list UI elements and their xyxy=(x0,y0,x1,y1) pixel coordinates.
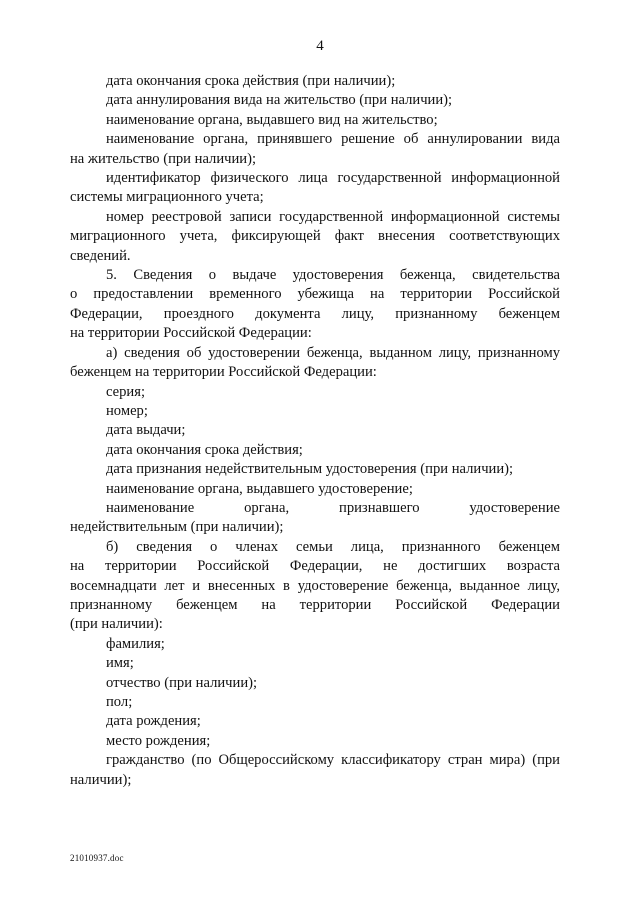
text-line: сведений. xyxy=(70,247,131,264)
text-line: миграционного учета, фиксирующей факт внесения соответствующих xyxy=(70,228,560,245)
text-line: серия; xyxy=(106,383,146,400)
text-line: наименование органа, выдавшего вид на жительство; xyxy=(106,111,438,128)
text-line: недействительным (при наличии); xyxy=(70,519,284,536)
text-line: отчество (при наличии); xyxy=(106,674,258,691)
text-line: признанному беженцем на территории Российской Федерации xyxy=(70,596,560,613)
document-body xyxy=(70,72,560,790)
text-line: номер; xyxy=(106,402,148,419)
text-line: о предоставлении временного убежища на территории Российской xyxy=(70,286,560,303)
text-line: наличии); xyxy=(70,771,132,788)
footer-file-code: 21010937.doc xyxy=(70,853,124,863)
text-line: дата рождения; xyxy=(106,713,201,730)
text-line: дата аннулирования вида на жительство (при наличии); xyxy=(106,92,453,109)
text-line: а) сведения об удостоверении беженца, выданном лицу, признанному xyxy=(106,344,560,361)
text-line: беженцем на территории Российской Федерации: xyxy=(70,364,377,381)
text-line: фамилия; xyxy=(106,635,165,652)
text-line: 5. Сведения о выдаче удостоверения беженца, свидетельства xyxy=(106,267,560,284)
text-line: наименование органа, принявшего решение об аннулировании вида xyxy=(106,131,560,148)
text-line: на территории Российской Федерации, не достигших возраста xyxy=(70,558,560,575)
text-line: (при наличии): xyxy=(70,616,163,633)
text-line: наименование органа, выдавшего удостоверение; xyxy=(106,480,413,497)
text-line: гражданство (по Общероссийскому классификатору стран мира) (при xyxy=(106,752,560,769)
page-number: 4 xyxy=(316,38,324,54)
text-line: дата окончания срока действия (при наличии); xyxy=(106,73,396,89)
text-line: наименование органа, признавшего удостоверение xyxy=(106,499,560,516)
text-line: Федерации, проездного документа лицу, признанному беженцем xyxy=(70,305,560,322)
text-line: дата окончания срока действия; xyxy=(106,441,303,458)
text-line: дата признания недействительным удостоверения (при наличии); xyxy=(106,461,514,478)
text-line: системы миграционного учета; xyxy=(70,189,264,206)
text-line: место рождения; xyxy=(106,732,211,749)
text-line: на территории Российской Федерации: xyxy=(70,325,312,342)
text-line: б) сведения о членах семьи лица, признанного беженцем xyxy=(106,538,560,555)
text-line: на жительство (при наличии); xyxy=(70,150,257,167)
text-line: пол; xyxy=(106,694,133,710)
text-line: восемнадцати лет и внесенных в удостоверение беженца, выданное лицу, xyxy=(70,577,560,594)
text-line: имя; xyxy=(106,655,134,672)
text-line: номер реестровой записи государственной информационной системы xyxy=(106,208,560,225)
text-line: идентификатор физического лица государственной информационной xyxy=(106,170,560,187)
text-line: дата выдачи; xyxy=(106,422,186,439)
